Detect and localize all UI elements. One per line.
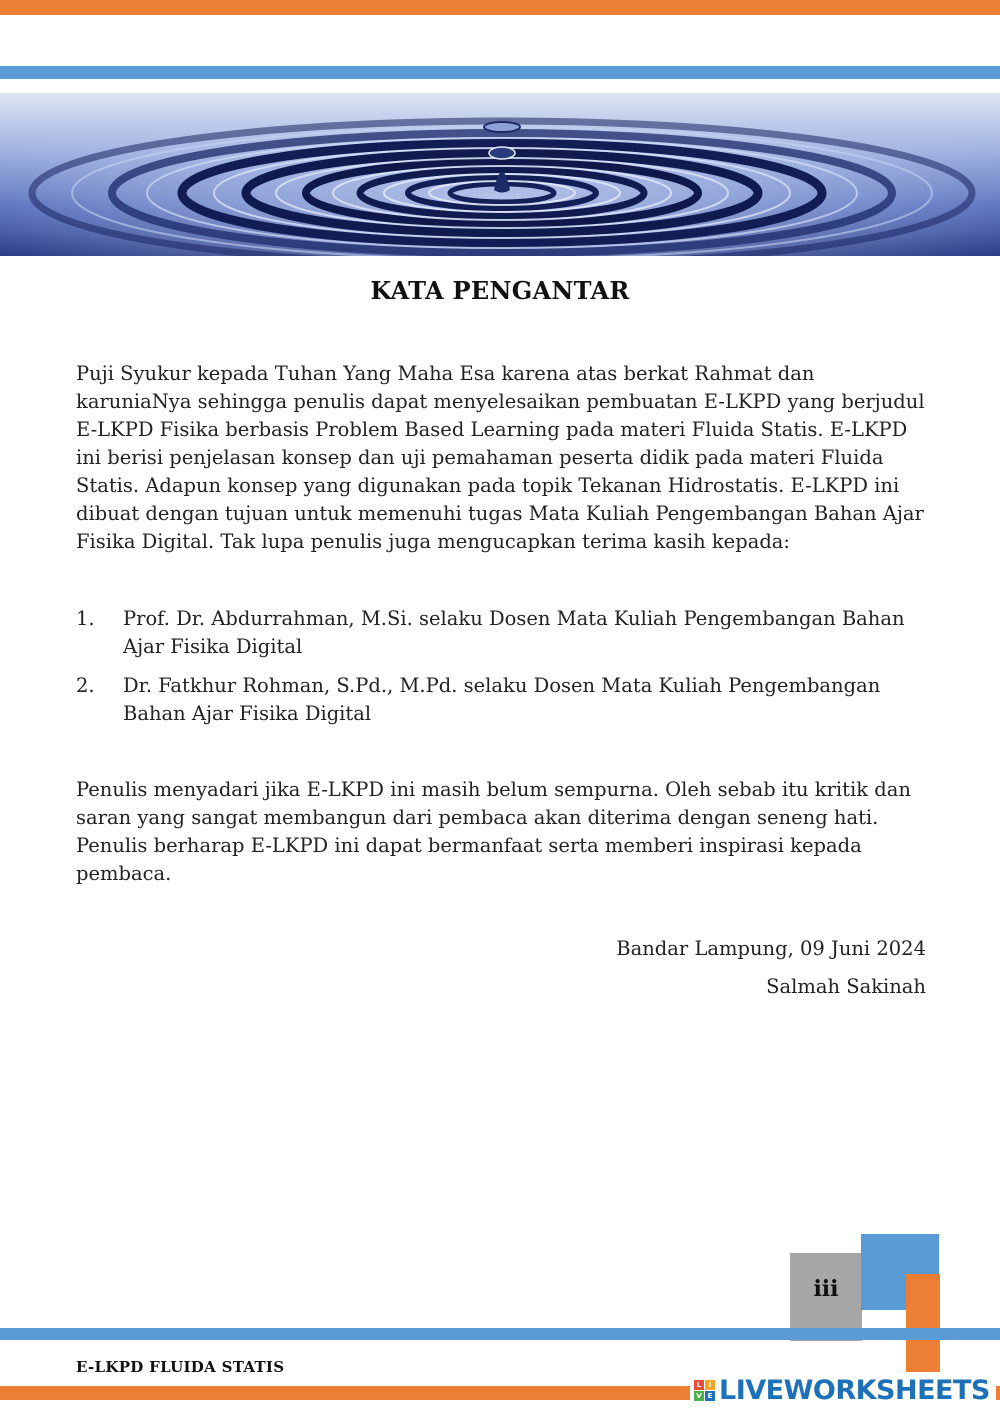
page-title: KATA PENGANTAR [370,276,630,305]
liveworksheets-brand-text: LIVEWORKSHEETS [719,1374,990,1406]
closing-paragraph: Penulis menyadari jika E-LKPD ini masih belum sempurna. Oleh sebab itu kritik dan saran yang sangat membangun dari pembaca akan diterima dengan seneng hati. Penulis berharap E-LKPD ini dapat bermanfaat serta memberi inspirasi kepada pembaca. [76,778,911,885]
acknowledgement-list [76,605,926,739]
list-item-text: Dr. Fatkhur Rohman, S.Pd., M.Pd. selaku Dosen Mata Kuliah Pengembangan Bahan Ajar Fisika Digital [123,674,881,725]
liveworksheets-watermark [690,1372,996,1408]
intro-paragraph: Puji Syukur kepada Tuhan Yang Maha Esa karena atas berkat Rahmat dan karuniaNya sehingga penulis dapat menyelesaikan pembuatan E-LKPD yang berjudul E-LKPD Fisika berbasis Problem Based Learning pada materi Fluida Statis. E-LKPD ini berisi penjelasan konsep dan uji pemahaman peserta didik pada materi Fluida Statis. Adapun konsep yang digunakan pada topik Tekanan Hidrostatis. E-LKPD ini dibuat dengan tujuan untuk memenuhi tugas Mata Kuliah Pengembangan Bahan Ajar Fisika Digital. Tak lupa penulis juga mengucapkan terima kasih kepada: [76,362,925,553]
place-date: Bandar Lampung, 09 Juni 2024 [616,937,926,960]
author-name: Salmah Sakinah [766,975,926,998]
bottom-blue-bar [0,1328,1000,1340]
page-number: iii [813,1276,839,1302]
top-orange-bar [0,0,1000,15]
orange-decor-block [906,1274,940,1374]
footer-label: E-LKPD FLUIDA STATIS [76,1358,285,1376]
water-ripple-banner [0,93,1000,256]
list-item-text: Prof. Dr. Abdurrahman, M.Si. selaku Dosen Mata Kuliah Pengembangan Bahan Ajar Fisika Digital [123,607,905,658]
top-blue-bar [0,66,1000,79]
liveworksheets-logo-icon: L I V E [694,1380,715,1401]
list-item [76,605,926,661]
list-item-number: 1. [76,607,95,630]
list-item-number: 2. [76,674,95,697]
list-item [76,672,926,728]
